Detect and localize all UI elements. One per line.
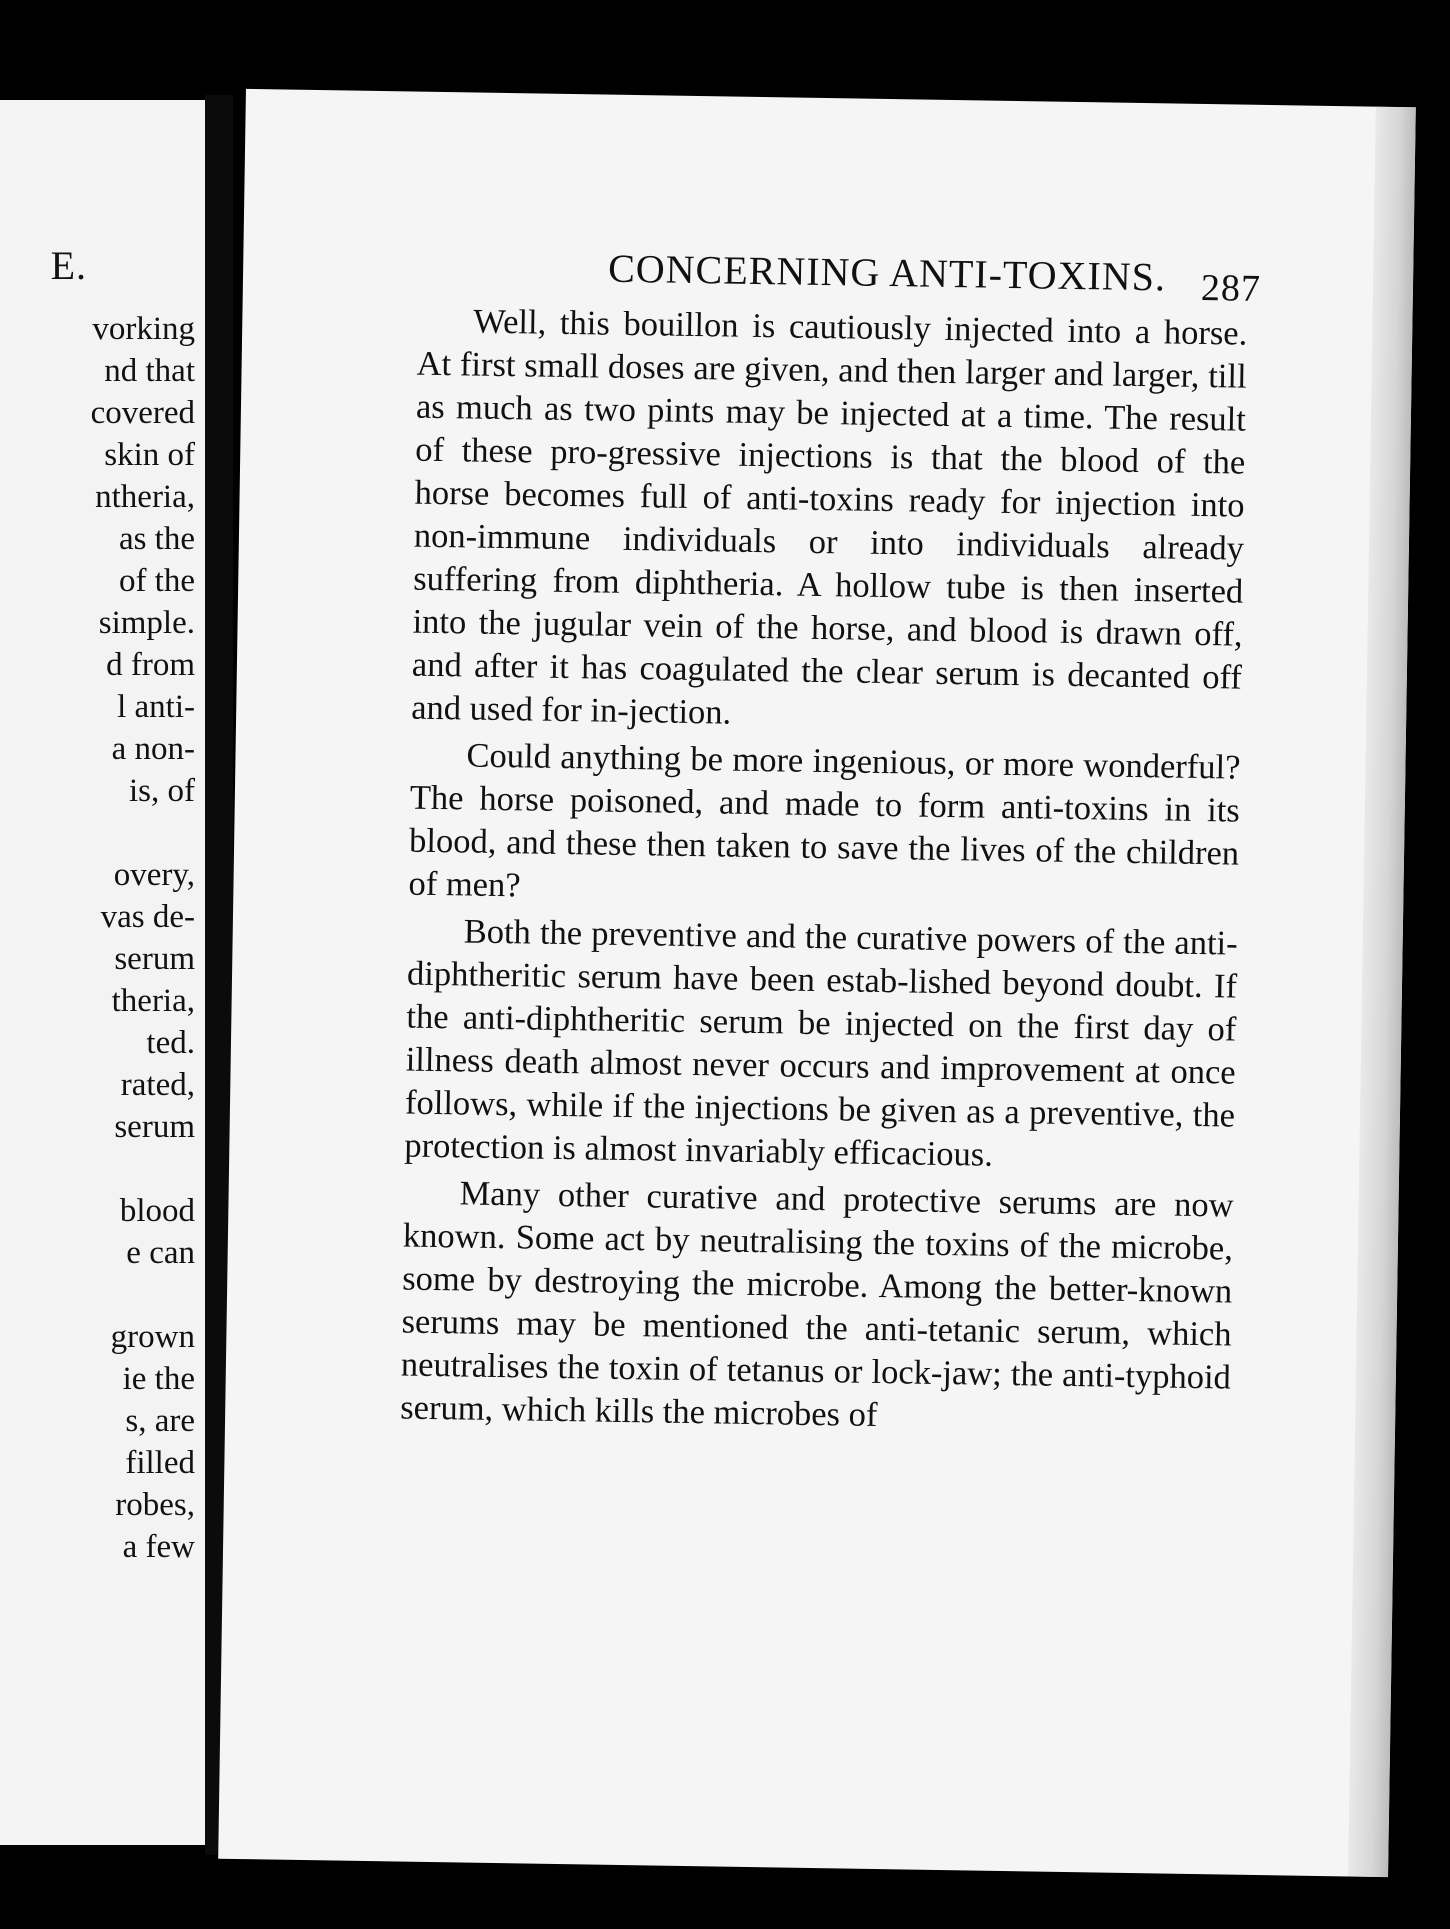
page-edge [1348, 107, 1416, 1877]
left-line: vas de- [100, 899, 195, 935]
left-line: blood [119, 1193, 195, 1229]
left-line-gap [91, 1274, 195, 1316]
left-line: as the [118, 521, 195, 557]
left-line: ted. [146, 1025, 195, 1061]
left-line-gap [91, 812, 195, 854]
left-line: is, of [129, 773, 195, 809]
left-line: covered [90, 395, 195, 431]
left-line: serum [114, 1109, 195, 1145]
running-head [414, 242, 1372, 310]
paragraph: Many other curative and protective serums are now known. Some act by neutralising the toxins of the microbe, some by destroying the microbe. Among the better-known serums may be mentioned the anti-tetanic serum, which neutralises the toxin of tetanus or lock-jaw; the anti-typhoid serum, which kills the microbes of [399, 1174, 1234, 1434]
left-line: filled [125, 1445, 195, 1481]
left-line: a few [122, 1529, 195, 1565]
left-page [0, 100, 207, 1845]
left-line: robes, [115, 1487, 195, 1523]
left-line: of the [118, 563, 195, 599]
left-line: skin of [104, 437, 195, 473]
left-line: l anti- [117, 689, 195, 725]
body-text [400, 300, 1248, 1447]
left-line: rated, [120, 1067, 195, 1103]
left-line: serum [114, 941, 195, 977]
left-line-gap [91, 1148, 195, 1190]
left-line: overy, [113, 857, 195, 893]
left-line: nd that [104, 353, 195, 389]
left-line: ntheria, [95, 479, 195, 515]
right-page [218, 89, 1416, 1877]
left-line: e can [126, 1235, 195, 1271]
left-line: theria, [111, 983, 195, 1019]
running-title: CONCERNING ANTI-TOXINS. [607, 245, 1167, 300]
left-page-text [91, 308, 195, 1568]
paragraph: Could anything be more ingenious, or more wonderful? The horse poisoned, and made to form anti-toxins in its blood, and these then taken to save the lives of the children of men? [408, 736, 1241, 905]
page-number: 287 [1200, 266, 1262, 310]
left-line: ie the [122, 1361, 195, 1397]
left-line: grown [110, 1319, 195, 1355]
left-page-header: E. [50, 243, 87, 288]
left-line: simple. [98, 605, 195, 641]
left-line: a non- [111, 731, 195, 767]
paragraph: Both the preventive and the curative powers of the anti-diphtheritic serum have been estab-lished beyond doubt. If the anti-diphtheritic serum be injected on the first day of illness death almost never occurs and improvement at once follows, while if the injections be given as a preventive, the protection is almost invariably efficacious. [404, 912, 1238, 1174]
paragraph: Well, this bouillon is cautiously injected into a horse. At first small doses are given, and then larger and larger, till as much as two pints may be injected at a time. The result of these pro-gressive injections is that the blood of the horse becomes full of anti-toxins ready for injection into non-immune individuals or into individuals already suffering from diphtheria. A hollow tube is then inserted into the jugular vein of the horse, and blood is drawn off, and after it has coagulated the clear serum is decanted off and used for in-jection. [410, 302, 1248, 732]
left-line: d from [106, 647, 195, 683]
left-line: s, are [125, 1403, 195, 1439]
left-line: vorking [92, 311, 195, 347]
